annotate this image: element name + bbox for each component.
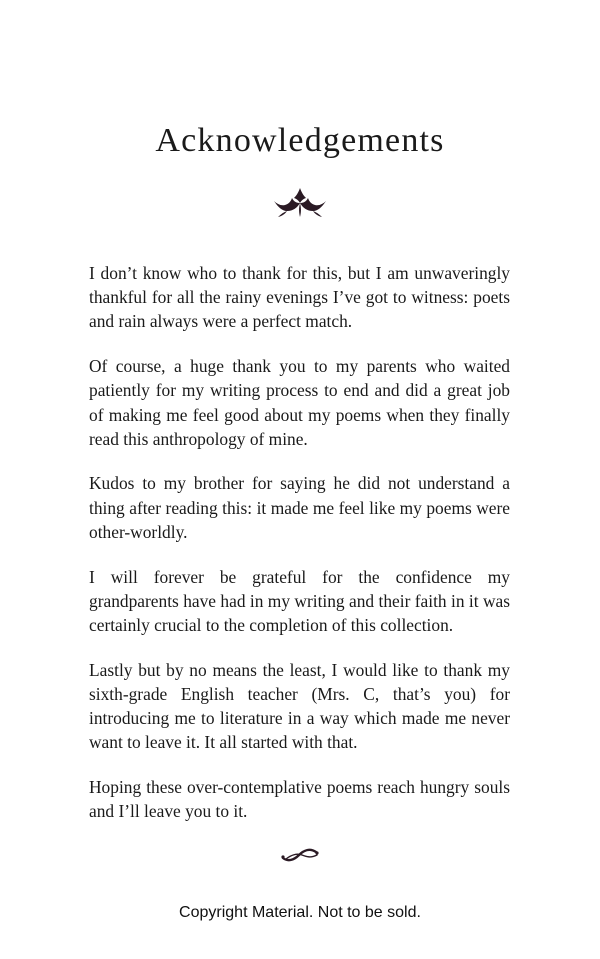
paragraph-3: Kudos to my brother for saying he did not understand a thing after reading this: it made me feel like my poems were other-worldly. bbox=[89, 473, 510, 542]
swash-icon bbox=[280, 846, 320, 864]
acknowledgements-body bbox=[89, 261, 510, 844]
page-title: Acknowledgements bbox=[155, 122, 445, 159]
paragraph-4: I will forever be grateful for the confidence my grandparents have had in my writing and their faith in it was certainly crucial to the completion of this collection. bbox=[89, 566, 510, 635]
fleuron-icon bbox=[270, 186, 330, 220]
paragraph-1: I don’t know who to thank for this, but I am unwaveringly thankful for all the rainy evenings I’ve got to witness: poets and rain always were a perfect match. bbox=[89, 263, 510, 332]
copyright-notice: Copyright Material. Not to be sold. bbox=[179, 904, 421, 921]
paragraph-2: Of course, a huge thank you to my parents who waited patiently for my writing process to end and did a great job of making me feel good about my poems when they finally read this anthropology of mine. bbox=[89, 356, 510, 449]
paragraph-5: Lastly but by no means the least, I would like to thank my sixth-grade English teacher (Mrs. C, that’s you) for introducing me to literature in a way which made me never want to leave it. It all started with that. bbox=[89, 659, 510, 753]
paragraph-6: Hoping these over-contemplative poems reach hungry souls and I’ll leave you to it. bbox=[89, 776, 510, 822]
